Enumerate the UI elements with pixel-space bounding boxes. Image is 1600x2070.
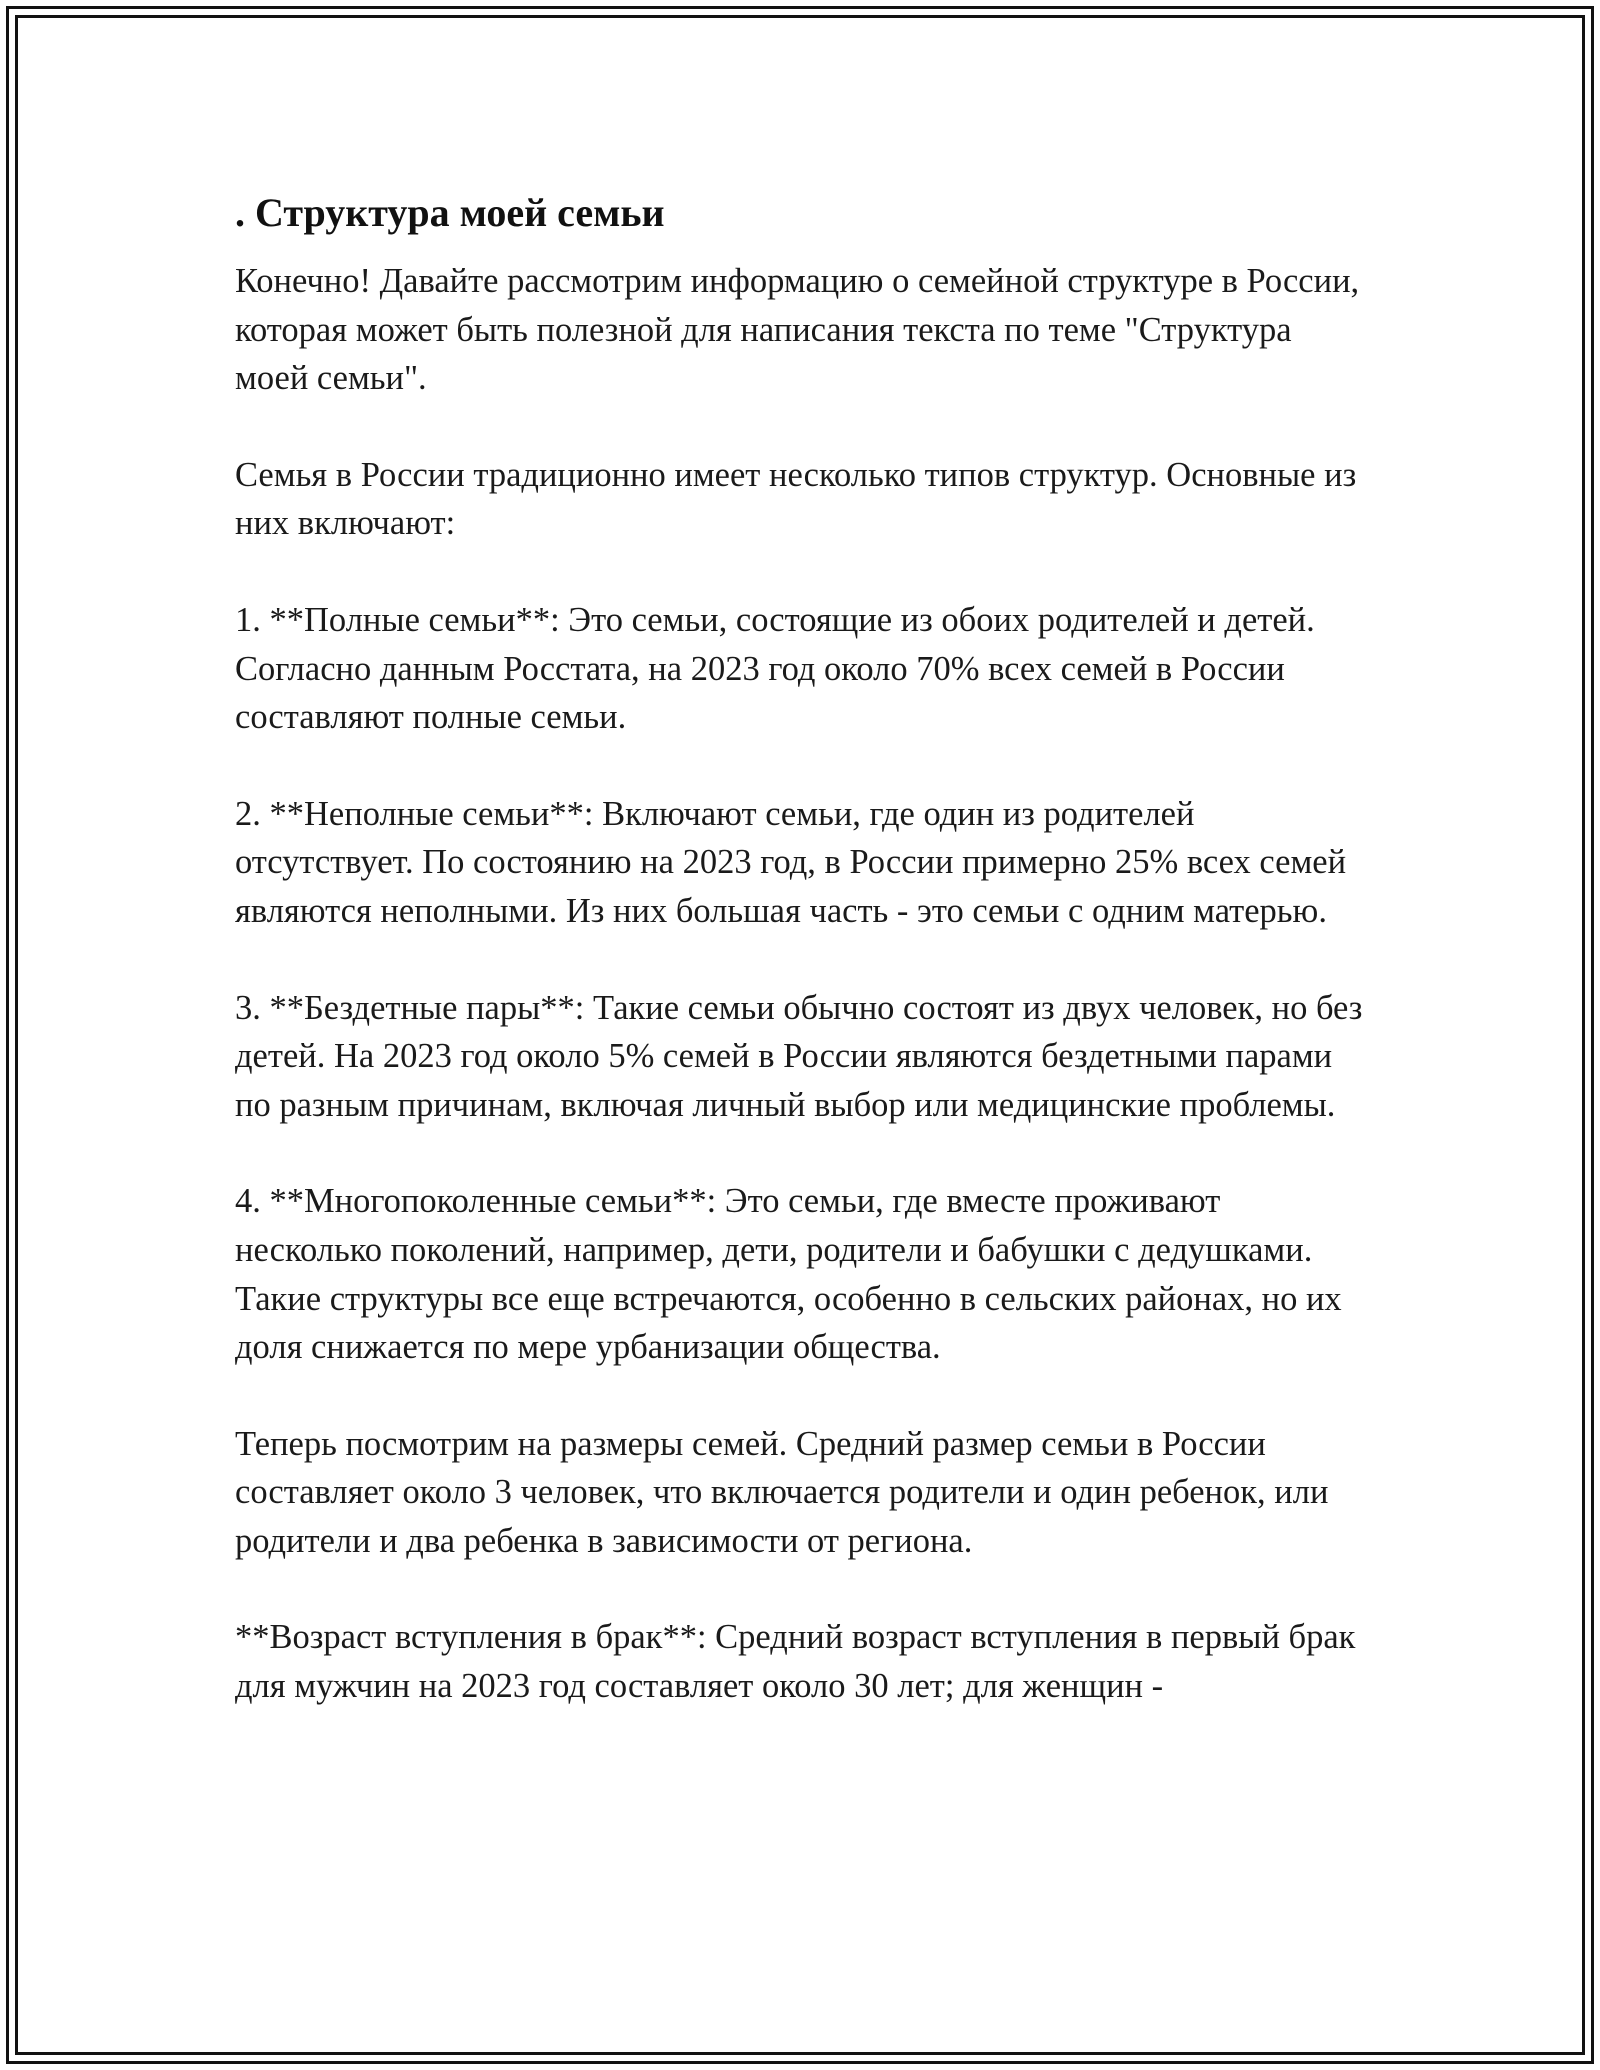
list-item-childless-couples: 3. **Бездетные пары**: Такие семьи обычно состоят из двух человек, но без детей. На 2023 год около 5% семей в России являются бездетными парами по разным причинам, включая личный выбор или медицинские проблемы. <box>235 988 1363 1124</box>
paragraph-intro: Конечно! Давайте рассмотрим информацию о семейной структуре в России, которая может быть полезной для написания текста по теме "Структура моей семьи". <box>235 262 1360 398</box>
document-title: . Структура моей семьи <box>235 190 665 235</box>
document-body <box>235 185 1365 1759</box>
list-item-multigenerational-families: 4. **Многопоколенные семьи**: Это семьи, где вместе проживают несколько поколений, например, дети, родители и бабушки с дедушками. Такие структуры все еще встречаются, особенно в сельских районах, но их доля снижается по мере урбанизации общества. <box>235 1182 1342 1367</box>
paragraph-family-types: Семья в России традиционно имеет несколько типов структур. Основные из них включают: <box>235 455 1357 543</box>
paragraph-family-size: Теперь посмотрим на размеры семей. Средний размер семьи в России составляет около 3 человек, что включается родители и один ребенок, или родители и два ребенка в зависимости от региона. <box>235 1424 1329 1560</box>
paragraph-marriage-age: **Возраст вступления в брак**: Средний возраст вступления в первый брак для мужчин на 2023 год составляет около 30 лет; для женщин - <box>235 1618 1356 1706</box>
list-item-full-families: 1. **Полные семьи**: Это семьи, состоящие из обоих родителей и детей. Согласно данным Росстата, на 2023 год около 70% всех семей в России составляют полные семьи. <box>235 600 1315 737</box>
list-item-incomplete-families: 2. **Неполные семьи**: Включают семьи, где один из родителей отсутствует. По состоянию на 2023 год, в России примерно 25% всех семей являются неполными. Из них большая часть - это семьи с одним матерью. <box>235 794 1347 930</box>
